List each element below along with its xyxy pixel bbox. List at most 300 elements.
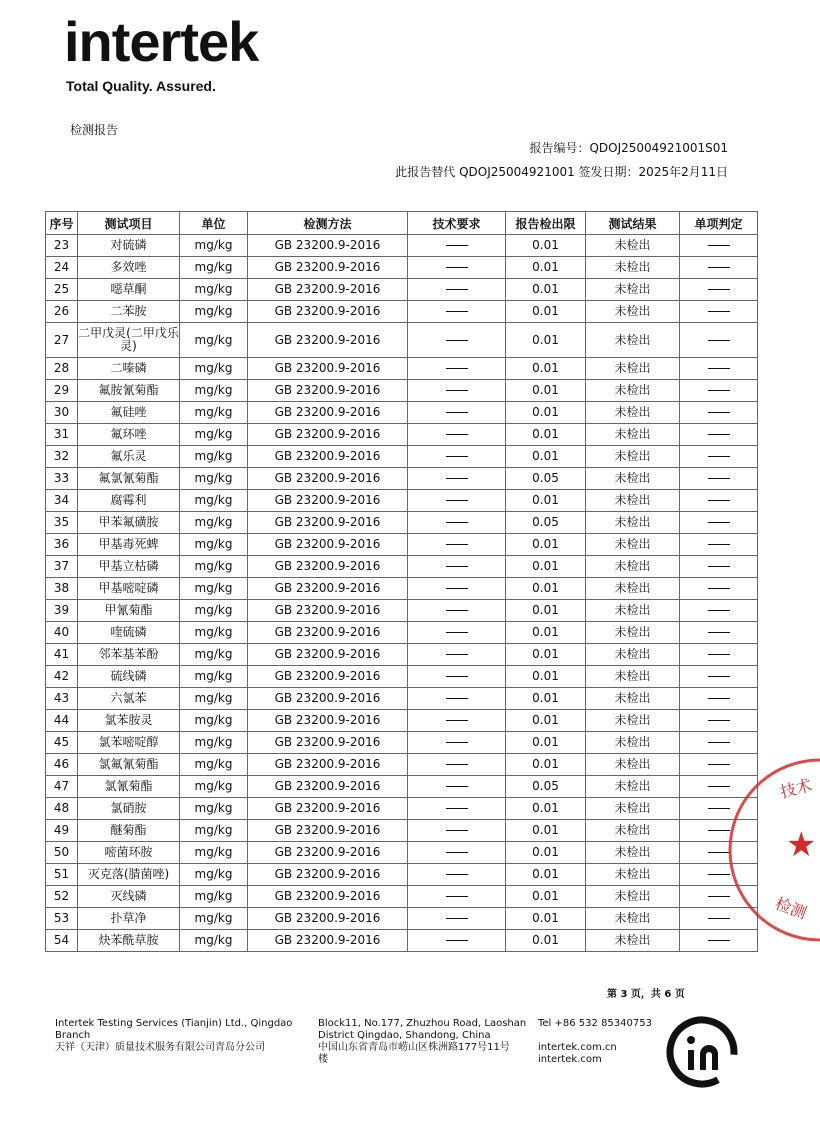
- test-item: 氯氰菊酯: [78, 776, 180, 798]
- requirement: [408, 323, 506, 358]
- test-item: 扑草净: [78, 908, 180, 930]
- row-number: 37: [46, 556, 78, 578]
- test-result: 未检出: [586, 600, 680, 622]
- test-method: GB 23200.9-2016: [248, 622, 408, 644]
- unit: mg/kg: [180, 864, 248, 886]
- dash-mark: [446, 896, 468, 897]
- row-number: 49: [46, 820, 78, 842]
- test-result: 未检出: [586, 842, 680, 864]
- row-number: 25: [46, 279, 78, 301]
- judgement: [680, 776, 758, 798]
- dash-mark: [446, 412, 468, 413]
- footer-contact-spacer: [538, 1030, 658, 1042]
- unit: mg/kg: [180, 842, 248, 864]
- detection-limit: 0.01: [506, 798, 586, 820]
- unit: mg/kg: [180, 578, 248, 600]
- table-row: [46, 257, 758, 279]
- test-result: 未检出: [586, 578, 680, 600]
- unit: mg/kg: [180, 402, 248, 424]
- doc-type: 检测报告: [70, 123, 119, 137]
- dash-mark: [708, 390, 730, 391]
- dash-mark: [446, 764, 468, 765]
- report-number: 报告编号：QDOJ25004921001S01: [529, 141, 728, 155]
- dash-mark: [708, 456, 730, 457]
- requirement: [408, 578, 506, 600]
- dash-mark: [446, 390, 468, 391]
- official-seal-stamp: [760, 760, 820, 940]
- footer-address-line: District Qingdao, Shandong, China: [318, 1030, 491, 1041]
- requirement: [408, 710, 506, 732]
- detection-limit: 0.01: [506, 600, 586, 622]
- row-number: 52: [46, 886, 78, 908]
- row-number: 51: [46, 864, 78, 886]
- requirement: [408, 301, 506, 323]
- unit: mg/kg: [180, 257, 248, 279]
- dash-mark: [446, 632, 468, 633]
- test-item: 腐霉利: [78, 490, 180, 512]
- unit: mg/kg: [180, 424, 248, 446]
- test-item: 甲基毒死蜱: [78, 534, 180, 556]
- detection-limit: 0.01: [506, 578, 586, 600]
- test-method: GB 23200.9-2016: [248, 358, 408, 380]
- test-method: GB 23200.9-2016: [248, 732, 408, 754]
- detection-limit: 0.01: [506, 908, 586, 930]
- test-result: 未检出: [586, 402, 680, 424]
- judgement: [680, 257, 758, 279]
- test-result: 未检出: [586, 446, 680, 468]
- dash-mark: [708, 698, 730, 699]
- test-result: 未检出: [586, 886, 680, 908]
- judgement: [680, 886, 758, 908]
- footer-website[interactable]: intertek.com: [538, 1054, 602, 1065]
- test-item: 氯硝胺: [78, 798, 180, 820]
- unit: mg/kg: [180, 754, 248, 776]
- test-method: GB 23200.9-2016: [248, 323, 408, 358]
- unit: mg/kg: [180, 600, 248, 622]
- test-method: GB 23200.9-2016: [248, 820, 408, 842]
- test-method: GB 23200.9-2016: [248, 666, 408, 688]
- table-row: [46, 512, 758, 534]
- unit: mg/kg: [180, 279, 248, 301]
- test-item: 甲苯氟磺胺: [78, 512, 180, 534]
- dash-mark: [446, 267, 468, 268]
- test-method: GB 23200.9-2016: [248, 257, 408, 279]
- requirement: [408, 424, 506, 446]
- unit: mg/kg: [180, 710, 248, 732]
- requirement: [408, 380, 506, 402]
- table-row: [46, 468, 758, 490]
- requirement: [408, 842, 506, 864]
- test-result: 未检出: [586, 776, 680, 798]
- test-item: 甲基嘧啶磷: [78, 578, 180, 600]
- column-header: 测试结果: [586, 212, 680, 235]
- test-method: GB 23200.9-2016: [248, 688, 408, 710]
- test-result: 未检出: [586, 358, 680, 380]
- requirement: [408, 402, 506, 424]
- test-method: GB 23200.9-2016: [248, 468, 408, 490]
- test-result: 未检出: [586, 820, 680, 842]
- table-row: [46, 930, 758, 952]
- judgement: [680, 534, 758, 556]
- row-number: 45: [46, 732, 78, 754]
- detection-limit: 0.01: [506, 402, 586, 424]
- test-result: 未检出: [586, 468, 680, 490]
- table-header-row: [46, 212, 758, 235]
- test-method: GB 23200.9-2016: [248, 424, 408, 446]
- test-item: 醚菊酯: [78, 820, 180, 842]
- detection-limit: 0.01: [506, 323, 586, 358]
- test-method: GB 23200.9-2016: [248, 754, 408, 776]
- table-row: [46, 323, 758, 358]
- dash-mark: [446, 544, 468, 545]
- unit: mg/kg: [180, 323, 248, 358]
- unit: mg/kg: [180, 886, 248, 908]
- dash-mark: [708, 786, 730, 787]
- test-result: 未检出: [586, 622, 680, 644]
- test-method: GB 23200.9-2016: [248, 908, 408, 930]
- test-method: GB 23200.9-2016: [248, 578, 408, 600]
- requirement: [408, 235, 506, 257]
- test-item: 灭克落(腈菌唑): [78, 864, 180, 886]
- test-item: 二苯胺: [78, 301, 180, 323]
- row-number: 43: [46, 688, 78, 710]
- requirement: [408, 644, 506, 666]
- test-method: GB 23200.9-2016: [248, 279, 408, 301]
- dash-mark: [446, 245, 468, 246]
- unit: mg/kg: [180, 512, 248, 534]
- test-item: 氟环唑: [78, 424, 180, 446]
- test-result: 未检出: [586, 798, 680, 820]
- requirement: [408, 279, 506, 301]
- dash-mark: [708, 588, 730, 589]
- footer-phone: Tel +86 532 85340753: [538, 1018, 652, 1029]
- row-number: 32: [46, 446, 78, 468]
- dash-mark: [708, 940, 730, 941]
- unit: mg/kg: [180, 820, 248, 842]
- test-result: 未检出: [586, 644, 680, 666]
- row-number: 53: [46, 908, 78, 930]
- dash-mark: [708, 918, 730, 919]
- test-result: 未检出: [586, 323, 680, 358]
- dash-mark: [708, 764, 730, 765]
- test-item: 氟胺氰菊酯: [78, 380, 180, 402]
- judgement: [680, 622, 758, 644]
- judgement: [680, 820, 758, 842]
- table-row: [46, 380, 758, 402]
- judgement: [680, 600, 758, 622]
- row-number: 30: [46, 402, 78, 424]
- unit: mg/kg: [180, 380, 248, 402]
- dash-mark: [446, 874, 468, 875]
- intertek-circle-logo-icon: [664, 1014, 740, 1090]
- detection-limit: 0.01: [506, 622, 586, 644]
- dash-mark: [708, 311, 730, 312]
- test-item: 硫线磷: [78, 666, 180, 688]
- dash-mark: [446, 654, 468, 655]
- requirement: [408, 556, 506, 578]
- test-method: GB 23200.9-2016: [248, 380, 408, 402]
- unit: mg/kg: [180, 235, 248, 257]
- footer-company-line: Branch: [55, 1030, 91, 1041]
- unit: mg/kg: [180, 490, 248, 512]
- footer-company-line: 天祥（天津）质量技术服务有限公司青岛分公司: [55, 1042, 265, 1053]
- test-result: 未检出: [586, 864, 680, 886]
- requirement: [408, 622, 506, 644]
- footer-company-line: Intertek Testing Services (Tianjin) Ltd., Qingdao: [55, 1018, 293, 1029]
- judgement: [680, 424, 758, 446]
- row-number: 31: [46, 424, 78, 446]
- test-item: 氯苯嘧啶醇: [78, 732, 180, 754]
- results-table: [45, 211, 758, 952]
- test-result: 未检出: [586, 666, 680, 688]
- row-number: 42: [46, 666, 78, 688]
- dash-mark: [446, 742, 468, 743]
- test-item: 噁草酮: [78, 279, 180, 301]
- requirement: [408, 490, 506, 512]
- column-header: 单位: [180, 212, 248, 235]
- detection-limit: 0.01: [506, 688, 586, 710]
- detection-limit: 0.01: [506, 424, 586, 446]
- unit: mg/kg: [180, 688, 248, 710]
- table-row: [46, 688, 758, 710]
- requirement: [408, 257, 506, 279]
- test-method: GB 23200.9-2016: [248, 301, 408, 323]
- table-row: [46, 666, 758, 688]
- table-row: [46, 842, 758, 864]
- dash-mark: [446, 720, 468, 721]
- requirement: [408, 732, 506, 754]
- judgement: [680, 235, 758, 257]
- test-result: 未检出: [586, 688, 680, 710]
- detection-limit: 0.01: [506, 446, 586, 468]
- test-method: GB 23200.9-2016: [248, 864, 408, 886]
- column-header: 测试项目: [78, 212, 180, 235]
- detection-limit: 0.01: [506, 279, 586, 301]
- table-row: [46, 424, 758, 446]
- column-header: 检测方法: [248, 212, 408, 235]
- judgement: [680, 864, 758, 886]
- test-result: 未检出: [586, 424, 680, 446]
- judgement: [680, 468, 758, 490]
- unit: mg/kg: [180, 556, 248, 578]
- test-result: 未检出: [586, 512, 680, 534]
- unit: mg/kg: [180, 776, 248, 798]
- judgement: [680, 279, 758, 301]
- dash-mark: [446, 289, 468, 290]
- dash-mark: [446, 588, 468, 589]
- row-number: 40: [46, 622, 78, 644]
- dash-mark: [708, 368, 730, 369]
- unit: mg/kg: [180, 930, 248, 952]
- dash-mark: [708, 245, 730, 246]
- unit: mg/kg: [180, 732, 248, 754]
- dash-mark: [708, 676, 730, 677]
- test-item: 对硫磷: [78, 235, 180, 257]
- unit: mg/kg: [180, 534, 248, 556]
- test-method: GB 23200.9-2016: [248, 534, 408, 556]
- row-number: 36: [46, 534, 78, 556]
- requirement: [408, 798, 506, 820]
- detection-limit: 0.01: [506, 380, 586, 402]
- test-item: 喹硫磷: [78, 622, 180, 644]
- test-result: 未检出: [586, 908, 680, 930]
- table-row: [46, 556, 758, 578]
- detection-limit: 0.01: [506, 666, 586, 688]
- test-item: 甲氰菊酯: [78, 600, 180, 622]
- test-result: 未检出: [586, 930, 680, 952]
- dash-mark: [708, 852, 730, 853]
- requirement: [408, 776, 506, 798]
- detection-limit: 0.01: [506, 710, 586, 732]
- detection-limit: 0.01: [506, 235, 586, 257]
- table-row: [46, 402, 758, 424]
- judgement: [680, 323, 758, 358]
- test-item: 二甲戊灵(二甲戊乐灵): [78, 323, 180, 358]
- judgement: [680, 754, 758, 776]
- requirement: [408, 358, 506, 380]
- footer-website-cn[interactable]: intertek.com.cn: [538, 1042, 617, 1053]
- table-row: [46, 279, 758, 301]
- dash-mark: [708, 340, 730, 341]
- row-number: 47: [46, 776, 78, 798]
- table-row: [46, 358, 758, 380]
- test-item: 六氯苯: [78, 688, 180, 710]
- dash-mark: [708, 720, 730, 721]
- test-method: GB 23200.9-2016: [248, 446, 408, 468]
- test-result: 未检出: [586, 754, 680, 776]
- svg-text:★: ★: [786, 825, 817, 865]
- detection-limit: 0.05: [506, 776, 586, 798]
- dash-mark: [708, 742, 730, 743]
- test-item: 氟乐灵: [78, 446, 180, 468]
- judgement: [680, 732, 758, 754]
- row-number: 27: [46, 323, 78, 358]
- table-row: [46, 886, 758, 908]
- test-item: 氟硅唑: [78, 402, 180, 424]
- row-number: 50: [46, 842, 78, 864]
- judgement: [680, 666, 758, 688]
- table-row: [46, 644, 758, 666]
- detection-limit: 0.01: [506, 842, 586, 864]
- table-row: [46, 534, 758, 556]
- dash-mark: [446, 918, 468, 919]
- test-result: 未检出: [586, 380, 680, 402]
- test-method: GB 23200.9-2016: [248, 710, 408, 732]
- table-row: [46, 446, 758, 468]
- test-method: GB 23200.9-2016: [248, 644, 408, 666]
- judgement: [680, 358, 758, 380]
- dash-mark: [708, 610, 730, 611]
- table-row: [46, 798, 758, 820]
- detection-limit: 0.01: [506, 820, 586, 842]
- detection-limit: 0.01: [506, 732, 586, 754]
- test-item: 氯苯胺灵: [78, 710, 180, 732]
- judgement: [680, 644, 758, 666]
- requirement: [408, 600, 506, 622]
- detection-limit: 0.01: [506, 556, 586, 578]
- replace-line: 此报告替代 QDOJ25004921001 签发日期：2025年2月11日: [395, 165, 728, 179]
- page-number: 第 3 页，共 6 页: [607, 989, 685, 1000]
- table-row: [46, 908, 758, 930]
- detection-limit: 0.01: [506, 886, 586, 908]
- test-result: 未检出: [586, 490, 680, 512]
- row-number: 44: [46, 710, 78, 732]
- requirement: [408, 534, 506, 556]
- judgement: [680, 380, 758, 402]
- row-number: 26: [46, 301, 78, 323]
- requirement: [408, 864, 506, 886]
- test-result: 未检出: [586, 556, 680, 578]
- table-row: [46, 600, 758, 622]
- detection-limit: 0.01: [506, 534, 586, 556]
- row-number: 24: [46, 257, 78, 279]
- column-header: 报告检出限: [506, 212, 586, 235]
- column-header: 单项判定: [680, 212, 758, 235]
- table-row: [46, 490, 758, 512]
- dash-mark: [446, 522, 468, 523]
- test-method: GB 23200.9-2016: [248, 556, 408, 578]
- dash-mark: [708, 289, 730, 290]
- requirement: [408, 754, 506, 776]
- dash-mark: [708, 654, 730, 655]
- dash-mark: [446, 566, 468, 567]
- detection-limit: 0.01: [506, 490, 586, 512]
- unit: mg/kg: [180, 908, 248, 930]
- dash-mark: [708, 478, 730, 479]
- dash-mark: [708, 434, 730, 435]
- judgement: [680, 490, 758, 512]
- row-number: 28: [46, 358, 78, 380]
- dash-mark: [708, 566, 730, 567]
- detection-limit: 0.01: [506, 754, 586, 776]
- row-number: 48: [46, 798, 78, 820]
- dash-mark: [708, 874, 730, 875]
- dash-mark: [708, 544, 730, 545]
- unit: mg/kg: [180, 798, 248, 820]
- test-item: 氟氯氰菊酯: [78, 468, 180, 490]
- judgement: [680, 402, 758, 424]
- unit: mg/kg: [180, 622, 248, 644]
- test-item: 二嗪磷: [78, 358, 180, 380]
- requirement: [408, 930, 506, 952]
- row-number: 39: [46, 600, 78, 622]
- dash-mark: [446, 434, 468, 435]
- test-result: 未检出: [586, 257, 680, 279]
- detection-limit: 0.05: [506, 512, 586, 534]
- unit: mg/kg: [180, 666, 248, 688]
- test-result: 未检出: [586, 301, 680, 323]
- requirement: [408, 820, 506, 842]
- detection-limit: 0.05: [506, 468, 586, 490]
- row-number: 46: [46, 754, 78, 776]
- dash-mark: [446, 808, 468, 809]
- table-row: [46, 710, 758, 732]
- footer-address-line: 中国山东省青岛市崂山区株洲路177号11号: [318, 1042, 510, 1053]
- footer-address-line: 楼: [318, 1054, 328, 1065]
- test-item: 氯氟氰菊酯: [78, 754, 180, 776]
- test-method: GB 23200.9-2016: [248, 798, 408, 820]
- footer-company: [55, 1018, 295, 1054]
- test-result: 未检出: [586, 235, 680, 257]
- test-result: 未检出: [586, 534, 680, 556]
- test-method: GB 23200.9-2016: [248, 402, 408, 424]
- dash-mark: [446, 500, 468, 501]
- requirement: [408, 886, 506, 908]
- row-number: 35: [46, 512, 78, 534]
- judgement: [680, 688, 758, 710]
- test-method: GB 23200.9-2016: [248, 600, 408, 622]
- dash-mark: [446, 311, 468, 312]
